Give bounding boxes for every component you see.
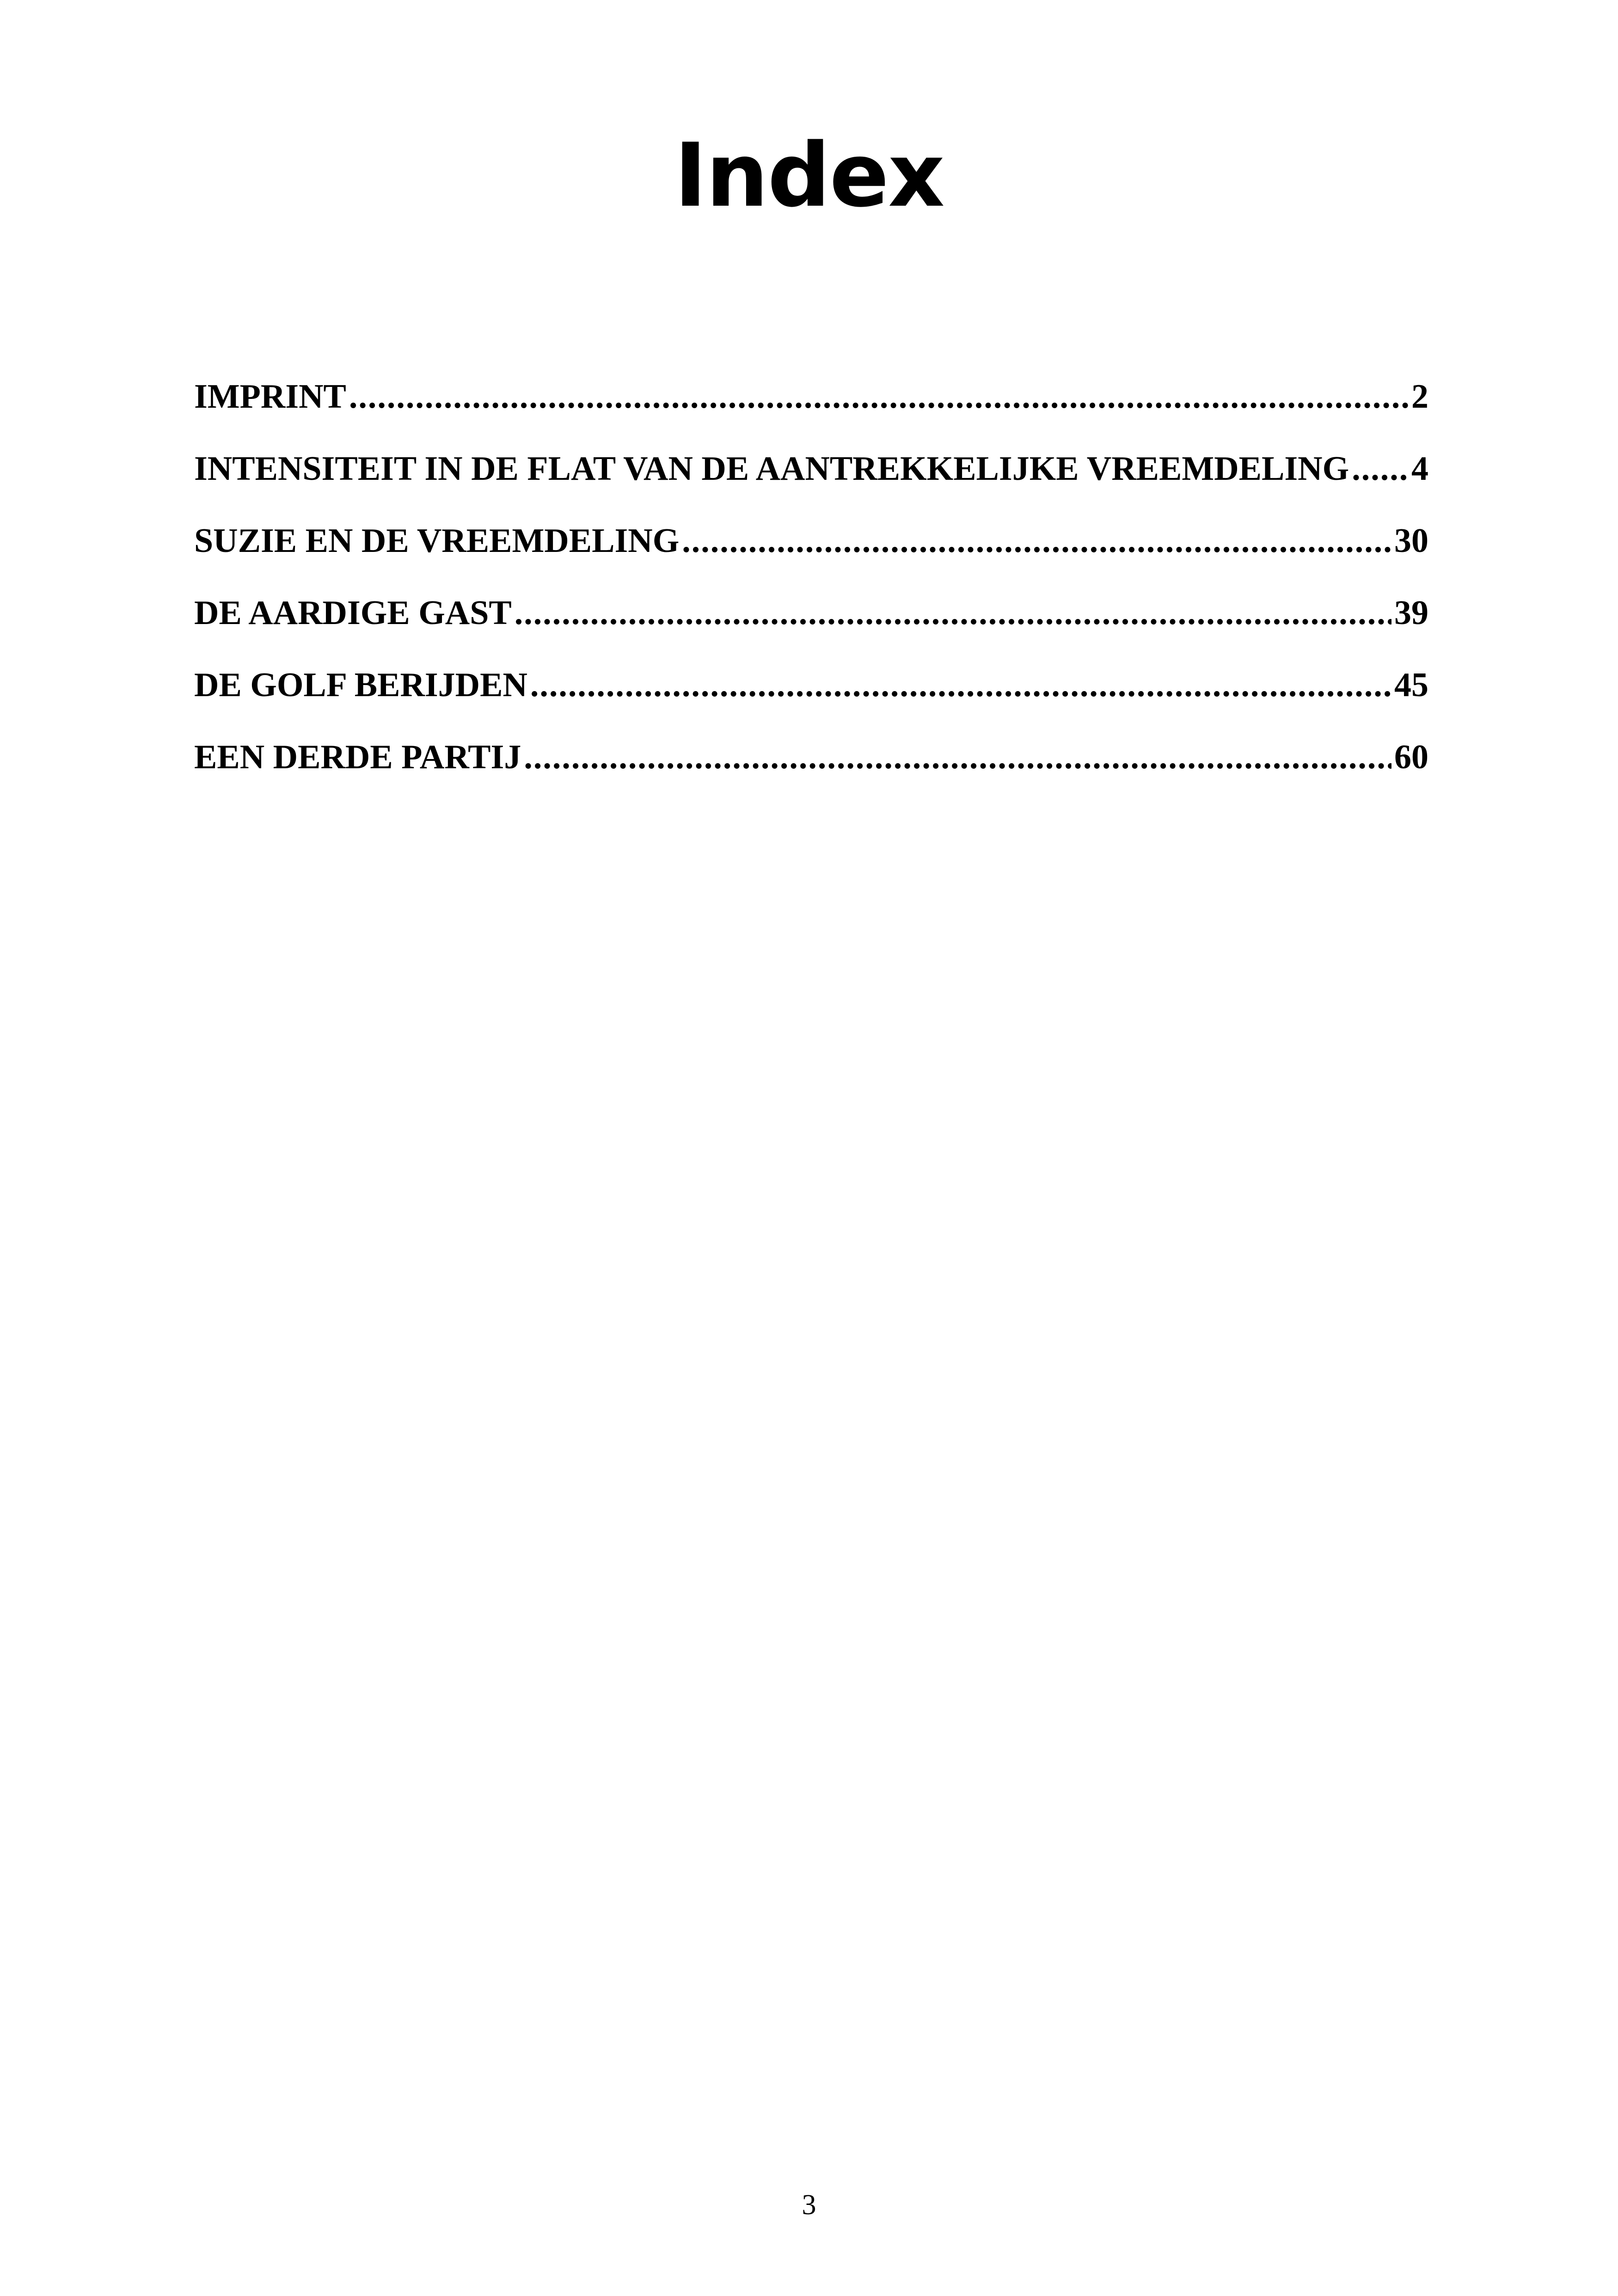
toc-entry-title: INTENSITEIT IN DE FLAT VAN DE AANTREKKELIJKE VREEMDELING [194,450,1349,488]
toc-entry-page: 30 [1394,522,1428,560]
toc-entry-title: EEN DERDE PARTIJ [194,738,521,776]
toc-entry-title: SUZIE EN DE VREEMDELING [194,522,680,560]
table-of-contents [194,361,1428,793]
toc-entry-title: IMPRINT [194,378,346,416]
toc-entry[interactable] [194,649,1428,721]
toc-dot-leader [524,721,1391,793]
toc-entry-title: DE GOLF BERIJDEN [194,666,527,704]
toc-dot-leader [682,505,1391,577]
toc-entry-page: 2 [1411,378,1428,416]
toc-dot-leader [1352,433,1409,505]
page-title: Index [674,124,944,227]
toc-dot-leader [515,577,1391,649]
toc-entry[interactable] [194,505,1428,577]
page-number: 3 [802,2189,816,2221]
toc-entry-page: 60 [1394,738,1428,776]
toc-entry-page: 4 [1411,450,1428,488]
toc-entry-page: 45 [1394,666,1428,704]
toc-dot-leader [530,649,1391,721]
toc-entry-page: 39 [1394,594,1428,632]
toc-dot-leader [349,361,1409,433]
toc-entry[interactable] [194,433,1428,505]
toc-entry-title: DE AARDIGE GAST [194,594,512,632]
toc-entry[interactable] [194,721,1428,793]
toc-entry[interactable] [194,361,1428,433]
toc-entry[interactable] [194,577,1428,649]
